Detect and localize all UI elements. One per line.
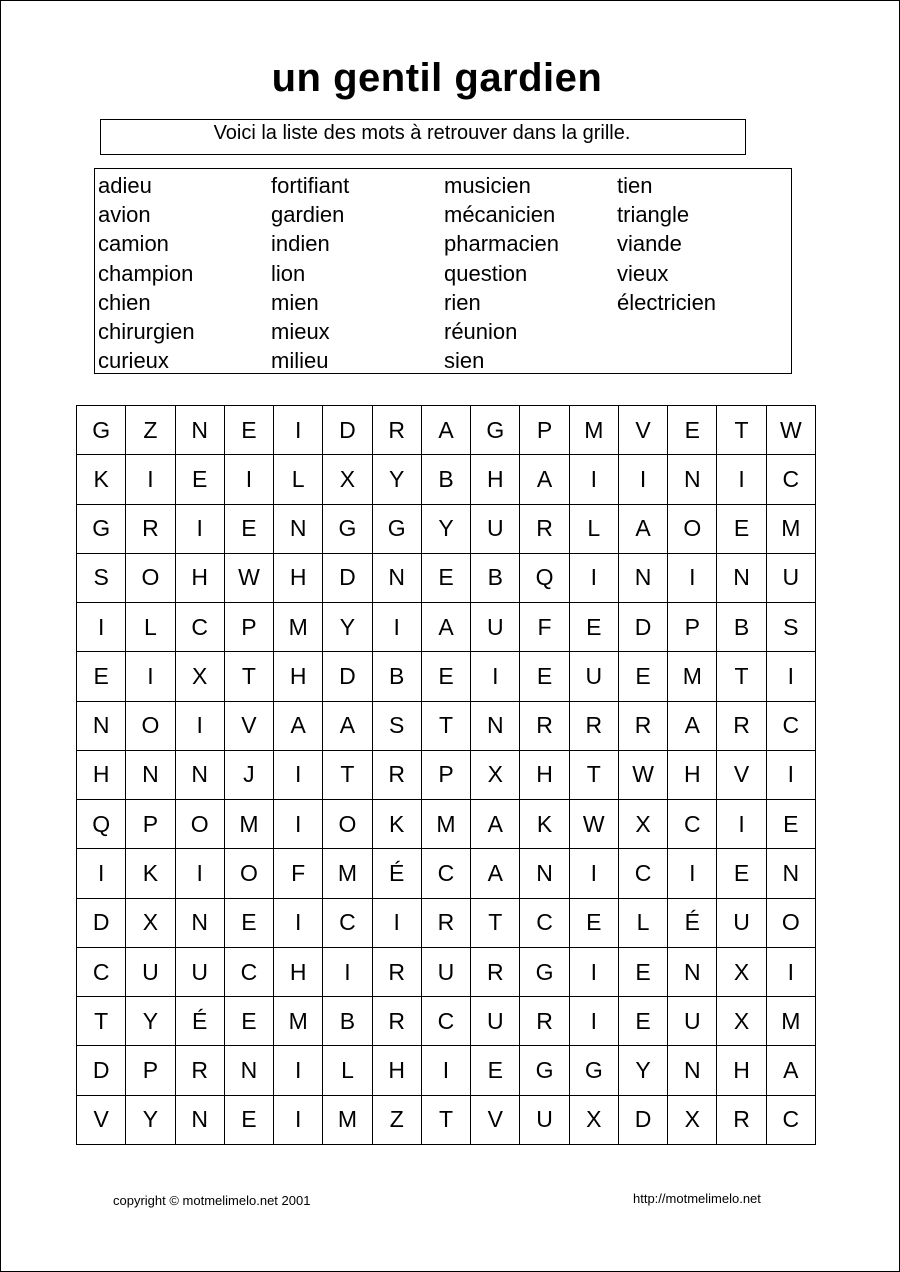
grid-cell[interactable]: O	[767, 899, 816, 948]
grid-cell[interactable]: R	[373, 948, 422, 997]
grid-cell[interactable]: M	[668, 652, 717, 701]
grid-cell[interactable]: N	[225, 1046, 274, 1095]
grid-cell[interactable]: T	[422, 1096, 471, 1145]
word-list	[94, 168, 792, 374]
word-column-3	[444, 171, 559, 375]
grid-cell[interactable]: P	[126, 800, 175, 849]
grid-cell[interactable]: É	[373, 849, 422, 898]
grid-cell[interactable]: T	[717, 652, 766, 701]
grid-cell[interactable]: B	[471, 554, 520, 603]
word-item: gardien	[271, 202, 345, 228]
grid-cell[interactable]: Y	[422, 505, 471, 554]
grid-cell[interactable]: D	[323, 652, 372, 701]
grid-cell[interactable]: H	[274, 948, 323, 997]
grid-cell[interactable]: M	[422, 800, 471, 849]
letter-grid	[76, 405, 816, 1145]
grid-cell[interactable]: R	[126, 505, 175, 554]
instruction-box	[100, 119, 746, 155]
word-item: question	[444, 260, 528, 286]
grid-cell[interactable]: Z	[126, 406, 175, 455]
grid-cell[interactable]: I	[176, 849, 225, 898]
grid-cell[interactable]: P	[126, 1046, 175, 1095]
grid-cell[interactable]: I	[668, 554, 717, 603]
grid-cell[interactable]: C	[767, 455, 816, 504]
grid-cell[interactable]: R	[373, 751, 422, 800]
grid-cell[interactable]: I	[422, 1046, 471, 1095]
grid-cell[interactable]: I	[373, 603, 422, 652]
grid-cell[interactable]: G	[570, 1046, 619, 1095]
grid-cell[interactable]: N	[373, 554, 422, 603]
grid-cell[interactable]: U	[422, 948, 471, 997]
grid-cell[interactable]: G	[520, 948, 569, 997]
grid-cell[interactable]: U	[126, 948, 175, 997]
grid-cell[interactable]: C	[225, 948, 274, 997]
grid-cell[interactable]: L	[126, 603, 175, 652]
grid-cell[interactable]: X	[668, 1096, 717, 1145]
grid-cell[interactable]: R	[422, 899, 471, 948]
grid-cell[interactable]: O	[668, 505, 717, 554]
grid-cell[interactable]: C	[422, 849, 471, 898]
grid-cell[interactable]: V	[471, 1096, 520, 1145]
grid-cell[interactable]: N	[77, 702, 126, 751]
grid-cell[interactable]: Z	[373, 1096, 422, 1145]
grid-cell[interactable]: G	[77, 406, 126, 455]
grid-cell[interactable]: S	[767, 603, 816, 652]
grid-cell[interactable]: U	[471, 603, 520, 652]
grid-cell[interactable]: I	[274, 751, 323, 800]
grid-cell[interactable]: H	[668, 751, 717, 800]
grid-cell[interactable]: R	[471, 948, 520, 997]
grid-cell[interactable]: I	[570, 997, 619, 1046]
grid-cell[interactable]: H	[77, 751, 126, 800]
grid-cell[interactable]: C	[176, 603, 225, 652]
grid-cell[interactable]: D	[619, 603, 668, 652]
grid-cell[interactable]: O	[323, 800, 372, 849]
word-item: milieu	[271, 348, 329, 374]
grid-cell[interactable]: Y	[619, 1046, 668, 1095]
grid-cell[interactable]: C	[422, 997, 471, 1046]
grid-cell[interactable]: S	[373, 702, 422, 751]
grid-cell[interactable]: N	[126, 751, 175, 800]
grid-cell[interactable]: D	[619, 1096, 668, 1145]
grid-cell[interactable]: S	[77, 554, 126, 603]
grid-cell[interactable]: N	[176, 899, 225, 948]
grid-cell[interactable]: O	[225, 849, 274, 898]
grid-cell[interactable]: A	[471, 800, 520, 849]
grid-cell[interactable]: I	[570, 849, 619, 898]
grid-cell[interactable]: G	[520, 1046, 569, 1095]
grid-cell[interactable]: V	[619, 406, 668, 455]
grid-cell[interactable]: M	[274, 603, 323, 652]
grid-cell[interactable]: N	[767, 849, 816, 898]
grid-cell[interactable]: O	[126, 554, 175, 603]
grid-cell[interactable]: G	[323, 505, 372, 554]
grid-cell[interactable]: I	[176, 702, 225, 751]
grid-cell[interactable]: I	[373, 899, 422, 948]
grid-cell[interactable]: I	[767, 948, 816, 997]
grid-cell[interactable]: U	[767, 554, 816, 603]
grid-cell[interactable]: R	[176, 1046, 225, 1095]
grid-cell[interactable]: D	[323, 406, 372, 455]
grid-cell[interactable]: C	[323, 899, 372, 948]
grid-cell[interactable]: Y	[373, 455, 422, 504]
grid-cell[interactable]: N	[668, 455, 717, 504]
grid-cell[interactable]: P	[422, 751, 471, 800]
word-item: pharmacien	[444, 231, 559, 257]
grid-cell[interactable]: M	[274, 997, 323, 1046]
grid-cell[interactable]: I	[274, 800, 323, 849]
grid-cell[interactable]: N	[176, 406, 225, 455]
grid-cell[interactable]: H	[717, 1046, 766, 1095]
grid-cell[interactable]: I	[126, 455, 175, 504]
word-item: indien	[271, 231, 330, 257]
grid-cell[interactable]: E	[619, 948, 668, 997]
grid-cell[interactable]: X	[323, 455, 372, 504]
grid-cell[interactable]: I	[225, 455, 274, 504]
grid-cell[interactable]: A	[767, 1046, 816, 1095]
grid-cell[interactable]: I	[767, 652, 816, 701]
grid-cell[interactable]: H	[176, 554, 225, 603]
grid-cell[interactable]: I	[717, 455, 766, 504]
grid-cell[interactable]: N	[668, 948, 717, 997]
grid-cell[interactable]: F	[274, 849, 323, 898]
grid-cell[interactable]: E	[225, 406, 274, 455]
grid-cell[interactable]: W	[225, 554, 274, 603]
grid-cell[interactable]: K	[77, 455, 126, 504]
grid-cell[interactable]: K	[373, 800, 422, 849]
grid-cell[interactable]: M	[767, 505, 816, 554]
grid-cell[interactable]: N	[274, 505, 323, 554]
grid-cell[interactable]: E	[520, 652, 569, 701]
grid-cell[interactable]: K	[126, 849, 175, 898]
grid-cell[interactable]: T	[717, 406, 766, 455]
grid-cell[interactable]: I	[717, 800, 766, 849]
grid-cell[interactable]: R	[373, 406, 422, 455]
grid-cell[interactable]: B	[422, 455, 471, 504]
grid-cell[interactable]: R	[373, 997, 422, 1046]
grid-cell[interactable]: V	[77, 1096, 126, 1145]
word-item: électricien	[617, 289, 717, 315]
word-item: viande	[617, 231, 682, 257]
word-item: camion	[98, 231, 169, 257]
grid-cell[interactable]: I	[126, 652, 175, 701]
grid-cell[interactable]: W	[767, 406, 816, 455]
grid-cell[interactable]: E	[176, 455, 225, 504]
grid-cell[interactable]: R	[520, 997, 569, 1046]
grid-cell[interactable]: X	[176, 652, 225, 701]
word-item: chirurgien	[98, 318, 195, 344]
grid-cell[interactable]: Y	[323, 603, 372, 652]
grid-cell[interactable]: X	[471, 751, 520, 800]
grid-cell[interactable]: A	[422, 406, 471, 455]
grid-cell[interactable]: C	[619, 849, 668, 898]
grid-cell[interactable]: M	[323, 1096, 372, 1145]
grid-cell[interactable]: H	[274, 554, 323, 603]
grid-cell[interactable]: E	[570, 603, 619, 652]
grid-cell[interactable]: U	[471, 505, 520, 554]
grid-cell[interactable]: E	[225, 1096, 274, 1145]
grid-cell[interactable]: W	[570, 800, 619, 849]
grid-cell[interactable]: I	[570, 948, 619, 997]
word-item: triangle	[617, 202, 690, 228]
grid-cell[interactable]: G	[77, 505, 126, 554]
grid-cell[interactable]: E	[767, 800, 816, 849]
grid-cell[interactable]: V	[717, 751, 766, 800]
grid-cell[interactable]: E	[717, 849, 766, 898]
grid-cell[interactable]: I	[668, 849, 717, 898]
grid-cell[interactable]: I	[77, 849, 126, 898]
grid-cell[interactable]: E	[225, 505, 274, 554]
grid-cell[interactable]: I	[77, 603, 126, 652]
grid-cell[interactable]: M	[225, 800, 274, 849]
grid-cell[interactable]: Y	[126, 997, 175, 1046]
grid-cell[interactable]: I	[619, 455, 668, 504]
grid-cell[interactable]: N	[717, 554, 766, 603]
grid-cell[interactable]: X	[717, 948, 766, 997]
word-item: mécanicien	[444, 202, 556, 228]
grid-cell[interactable]: É	[176, 997, 225, 1046]
grid-cell[interactable]: L	[619, 899, 668, 948]
grid-cell[interactable]: I	[176, 505, 225, 554]
grid-cell[interactable]: I	[274, 1046, 323, 1095]
page-title: un gentil gardien	[271, 56, 603, 100]
word-item: mieux	[271, 318, 330, 344]
grid-cell[interactable]: B	[717, 603, 766, 652]
grid-cell[interactable]: T	[471, 899, 520, 948]
grid-cell[interactable]: R	[520, 505, 569, 554]
grid-cell[interactable]: A	[471, 849, 520, 898]
grid-cell[interactable]: U	[668, 997, 717, 1046]
grid-cell[interactable]: C	[767, 702, 816, 751]
grid-cell[interactable]: H	[471, 455, 520, 504]
grid-cell[interactable]: L	[323, 1046, 372, 1095]
grid-cell[interactable]: D	[323, 554, 372, 603]
site-url: http://motmelimelo.net	[633, 1191, 761, 1206]
grid-cell[interactable]: T	[422, 702, 471, 751]
grid-cell[interactable]: R	[520, 702, 569, 751]
grid-cell[interactable]: P	[668, 603, 717, 652]
grid-cell[interactable]: D	[77, 1046, 126, 1095]
grid-cell[interactable]: G	[471, 406, 520, 455]
grid-cell[interactable]: F	[520, 603, 569, 652]
grid-cell[interactable]: H	[373, 1046, 422, 1095]
word-item: mien	[271, 289, 319, 315]
grid-cell[interactable]: E	[471, 1046, 520, 1095]
grid-cell[interactable]: E	[619, 997, 668, 1046]
grid-cell[interactable]: A	[323, 702, 372, 751]
grid-cell[interactable]: L	[274, 455, 323, 504]
word-item: fortifiant	[271, 173, 350, 198]
grid-cell[interactable]: T	[323, 751, 372, 800]
grid-cell[interactable]: I	[323, 948, 372, 997]
grid-cell[interactable]: I	[767, 751, 816, 800]
grid-cell[interactable]: V	[225, 702, 274, 751]
word-item: lion	[271, 260, 306, 286]
grid-cell[interactable]: X	[717, 997, 766, 1046]
word-item: rien	[444, 289, 481, 315]
grid-cell[interactable]: I	[570, 554, 619, 603]
grid-cell[interactable]: L	[570, 505, 619, 554]
grid-cell[interactable]: X	[570, 1096, 619, 1145]
grid-cell[interactable]: Y	[126, 1096, 175, 1145]
grid-cell[interactable]: C	[767, 1096, 816, 1145]
grid-cell[interactable]: U	[717, 899, 766, 948]
grid-cell[interactable]: T	[77, 997, 126, 1046]
grid-cell[interactable]: A	[520, 455, 569, 504]
grid-cell[interactable]: E	[422, 652, 471, 701]
grid-cell[interactable]: N	[471, 702, 520, 751]
grid-cell[interactable]: Q	[77, 800, 126, 849]
grid-cell[interactable]: N	[176, 751, 225, 800]
grid-cell[interactable]: H	[274, 652, 323, 701]
grid-cell[interactable]: G	[373, 505, 422, 554]
grid-cell[interactable]: I	[570, 455, 619, 504]
grid-cell[interactable]: A	[668, 702, 717, 751]
grid-cell[interactable]: N	[668, 1046, 717, 1095]
grid-cell[interactable]: A	[422, 603, 471, 652]
grid-cell[interactable]: B	[373, 652, 422, 701]
grid-cell[interactable]: D	[77, 899, 126, 948]
word-item: vieux	[617, 260, 669, 286]
grid-cell[interactable]: U	[176, 948, 225, 997]
word-item: réunion	[444, 318, 518, 344]
grid-cell[interactable]: Q	[520, 554, 569, 603]
grid-cell[interactable]: R	[619, 702, 668, 751]
word-item: chien	[98, 289, 151, 315]
grid-cell[interactable]: A	[619, 505, 668, 554]
grid-cell[interactable]: T	[570, 751, 619, 800]
grid-cell[interactable]: C	[520, 899, 569, 948]
grid-cell[interactable]: N	[520, 849, 569, 898]
word-item: champion	[98, 260, 194, 286]
copyright-text: copyright © motmelimelo.net 2001	[113, 1193, 311, 1208]
grid-cell[interactable]: N	[619, 554, 668, 603]
grid-cell[interactable]: E	[77, 652, 126, 701]
grid-cell[interactable]: R	[717, 702, 766, 751]
grid-cell[interactable]: E	[668, 406, 717, 455]
grid-cell[interactable]: P	[520, 406, 569, 455]
grid-cell[interactable]: W	[619, 751, 668, 800]
word-column-1	[98, 171, 195, 375]
instruction-text: Voici la liste des mots à retrouver dans la grille.	[213, 122, 631, 144]
grid-cell[interactable]: E	[570, 899, 619, 948]
grid-cell[interactable]: R	[717, 1096, 766, 1145]
word-column-4	[617, 171, 716, 317]
grid-cell[interactable]: X	[126, 899, 175, 948]
grid-cell[interactable]: A	[274, 702, 323, 751]
word-column-2	[271, 171, 349, 375]
grid-cell[interactable]: E	[717, 505, 766, 554]
grid-cell[interactable]: B	[323, 997, 372, 1046]
grid-cell[interactable]: C	[77, 948, 126, 997]
grid-cell[interactable]: M	[323, 849, 372, 898]
grid-cell[interactable]: I	[274, 1096, 323, 1145]
grid-cell[interactable]: R	[570, 702, 619, 751]
grid-cell[interactable]: M	[570, 406, 619, 455]
grid-cell[interactable]: T	[225, 652, 274, 701]
grid-cell[interactable]: O	[176, 800, 225, 849]
grid-cell[interactable]: C	[668, 800, 717, 849]
grid-cell[interactable]: X	[619, 800, 668, 849]
grid-cell[interactable]: N	[176, 1096, 225, 1145]
grid-cell[interactable]: I	[471, 652, 520, 701]
grid-cell[interactable]: P	[225, 603, 274, 652]
grid-cell[interactable]: O	[126, 702, 175, 751]
grid-cell[interactable]: É	[668, 899, 717, 948]
grid-cell[interactable]: M	[767, 997, 816, 1046]
word-item: sien	[444, 348, 485, 374]
grid-cell[interactable]: K	[520, 800, 569, 849]
grid-cell[interactable]: E	[225, 899, 274, 948]
word-item: avion	[98, 202, 151, 228]
grid-cell[interactable]: U	[570, 652, 619, 701]
grid-cell[interactable]: U	[471, 997, 520, 1046]
grid-cell[interactable]: H	[520, 751, 569, 800]
word-item: musicien	[444, 173, 531, 198]
grid-cell[interactable]: E	[422, 554, 471, 603]
word-item: curieux	[98, 348, 169, 374]
grid-cell[interactable]: I	[274, 406, 323, 455]
grid-cell[interactable]: J	[225, 751, 274, 800]
word-item: tien	[617, 173, 653, 198]
grid-cell[interactable]: E	[225, 997, 274, 1046]
grid-cell[interactable]: U	[520, 1096, 569, 1145]
grid-cell[interactable]: E	[619, 652, 668, 701]
grid-cell[interactable]: I	[274, 899, 323, 948]
word-item: adieu	[98, 173, 152, 198]
